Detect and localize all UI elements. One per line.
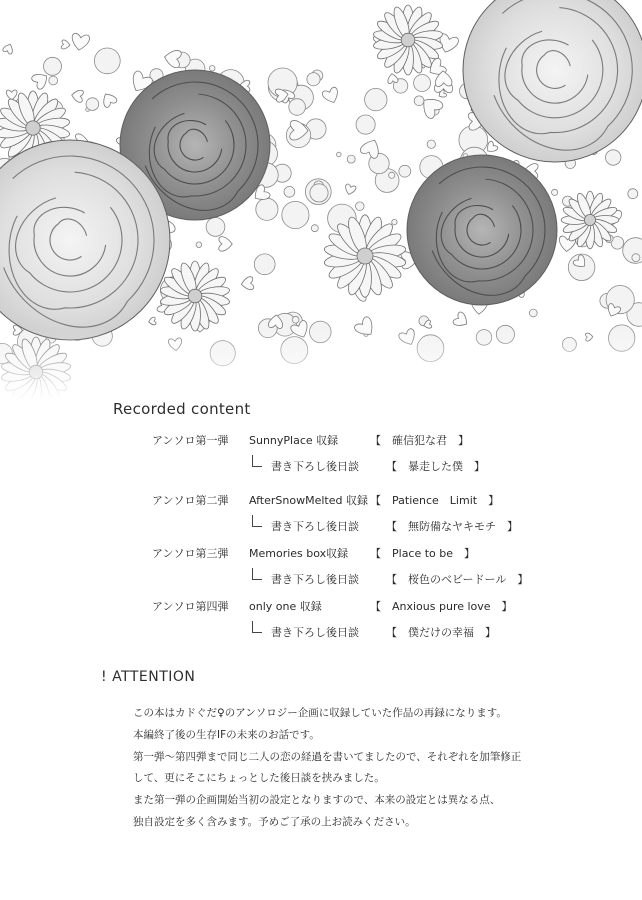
- bubble-icon: [49, 76, 58, 85]
- petal-icon: [70, 33, 90, 52]
- petal-icon: [2, 42, 15, 54]
- work-title: 【 Patience Limit 】: [370, 494, 500, 507]
- afterstory-label: 書き下ろし後日談: [271, 626, 359, 639]
- petal-icon: [321, 86, 341, 105]
- bubble-icon: [356, 202, 365, 211]
- afterstory-title: 【 無防備なヤキモチ 】: [386, 520, 518, 533]
- petal-icon: [148, 317, 156, 326]
- collection-name: Memories box収録: [249, 547, 349, 560]
- branch-connector-icon: [252, 621, 262, 633]
- branch-connector-icon: [252, 568, 262, 580]
- petal-icon: [100, 91, 118, 109]
- afterstory-label: 書き下ろし後日談: [271, 520, 359, 533]
- bubble-icon: [209, 66, 215, 72]
- bubble-icon: [347, 155, 355, 163]
- afterstory-title: 【 桜色のベビードール 】: [386, 573, 529, 586]
- afterstory-title: 【 僕だけの幸福 】: [386, 626, 496, 639]
- afterstory-label: 書き下ろし後日談: [271, 573, 359, 586]
- anthology-label: アンソロ第三弾: [152, 547, 229, 560]
- afterstory-label: 書き下ろし後日談: [271, 460, 359, 473]
- contents-entry-3: [0, 545, 642, 599]
- note-line: また第一弾の企画開始当初の設定となりますので、本来の設定とは異なる点、: [133, 794, 501, 807]
- afterstory-row: [252, 624, 552, 640]
- bubble-icon: [292, 316, 299, 323]
- petal-icon: [241, 276, 254, 290]
- bubble-icon: [256, 198, 278, 220]
- bubble-icon: [94, 48, 120, 74]
- bubble-icon: [196, 242, 202, 248]
- afterstory-row: [252, 458, 552, 474]
- bubble-icon: [86, 98, 99, 111]
- contents-entry-2: [0, 492, 642, 546]
- collection-name: AfterSnowMelted 収録: [249, 494, 368, 507]
- collection-name: SunnyPlace 収録: [249, 434, 339, 447]
- attention-notes: [133, 703, 553, 834]
- bubble-icon: [284, 186, 295, 197]
- branch-connector-icon: [252, 455, 262, 467]
- work-title: 【 Place to be 】: [370, 547, 476, 560]
- petal-icon: [6, 90, 17, 100]
- bubble-icon: [632, 254, 640, 262]
- contents-entry-4: [0, 598, 642, 652]
- daisy-icon: [561, 191, 619, 249]
- note-line: この本はカドぐだ♀のアンソロジー企画に収録していた作品の再録になります。: [133, 707, 507, 719]
- petal-icon: [61, 40, 70, 50]
- floral-header-illustration: [0, 0, 642, 400]
- bubble-icon: [399, 165, 411, 177]
- bubble-icon: [44, 57, 62, 75]
- daisy-icon: [160, 261, 231, 331]
- anthology-label: アンソロ第四弾: [152, 600, 229, 613]
- anthology-label: アンソロ第一弾: [152, 434, 229, 447]
- note-line: して、更にそこにちょっとした後日談を挟みました。: [133, 772, 385, 785]
- rose-cluster: [0, 0, 642, 354]
- bubble-icon: [356, 115, 375, 134]
- note-line: 第一弾～第四弾まで同じ二人の恋の経過を書いてましたので、それぞれを加筆修正: [133, 750, 522, 763]
- petal-icon: [71, 89, 84, 103]
- bubble-icon: [414, 96, 424, 106]
- bubble-icon: [389, 172, 395, 178]
- afterstory-row: [252, 571, 552, 587]
- bubble-icon: [337, 152, 342, 157]
- afterstory-row: [252, 518, 552, 534]
- recorded-content-title: Recorded content: [113, 400, 251, 418]
- bubble-icon: [254, 254, 275, 275]
- bubble-icon: [392, 219, 397, 224]
- petal-icon: [219, 237, 233, 252]
- collection-name: only one 収録: [249, 600, 322, 613]
- bubble-icon: [307, 73, 320, 86]
- bubble-icon: [427, 140, 435, 148]
- contents-entry-1: [0, 432, 642, 486]
- bubble-icon: [206, 218, 225, 237]
- bubble-icon: [282, 201, 309, 228]
- work-title: 【 Anxious pure love 】: [370, 600, 513, 613]
- bubble-icon: [365, 88, 387, 110]
- bubble-icon: [311, 225, 318, 232]
- bubble-icon: [552, 189, 558, 195]
- petal-icon: [387, 73, 399, 84]
- work-title: 【 確信犯な君 】: [370, 434, 469, 447]
- attention-title: ! ATTENTION: [101, 669, 196, 685]
- afterstory-title: 【 暴走した僕 】: [386, 460, 485, 473]
- petal-icon: [344, 184, 357, 196]
- bubble-icon: [310, 184, 328, 202]
- note-line: 本編終了後の生存IFの未来のお話です。: [133, 728, 320, 741]
- bubble-icon: [414, 75, 431, 92]
- bubble-icon: [628, 189, 638, 199]
- bubble-icon: [529, 309, 537, 317]
- bubble-icon: [606, 150, 621, 165]
- anthology-label: アンソロ第二弾: [152, 494, 229, 507]
- bubble-icon: [289, 99, 306, 116]
- note-line: 独自設定を多く含みます。予めご了承の上お読みください。: [133, 815, 416, 828]
- petal-icon: [452, 311, 470, 330]
- branch-connector-icon: [252, 515, 262, 527]
